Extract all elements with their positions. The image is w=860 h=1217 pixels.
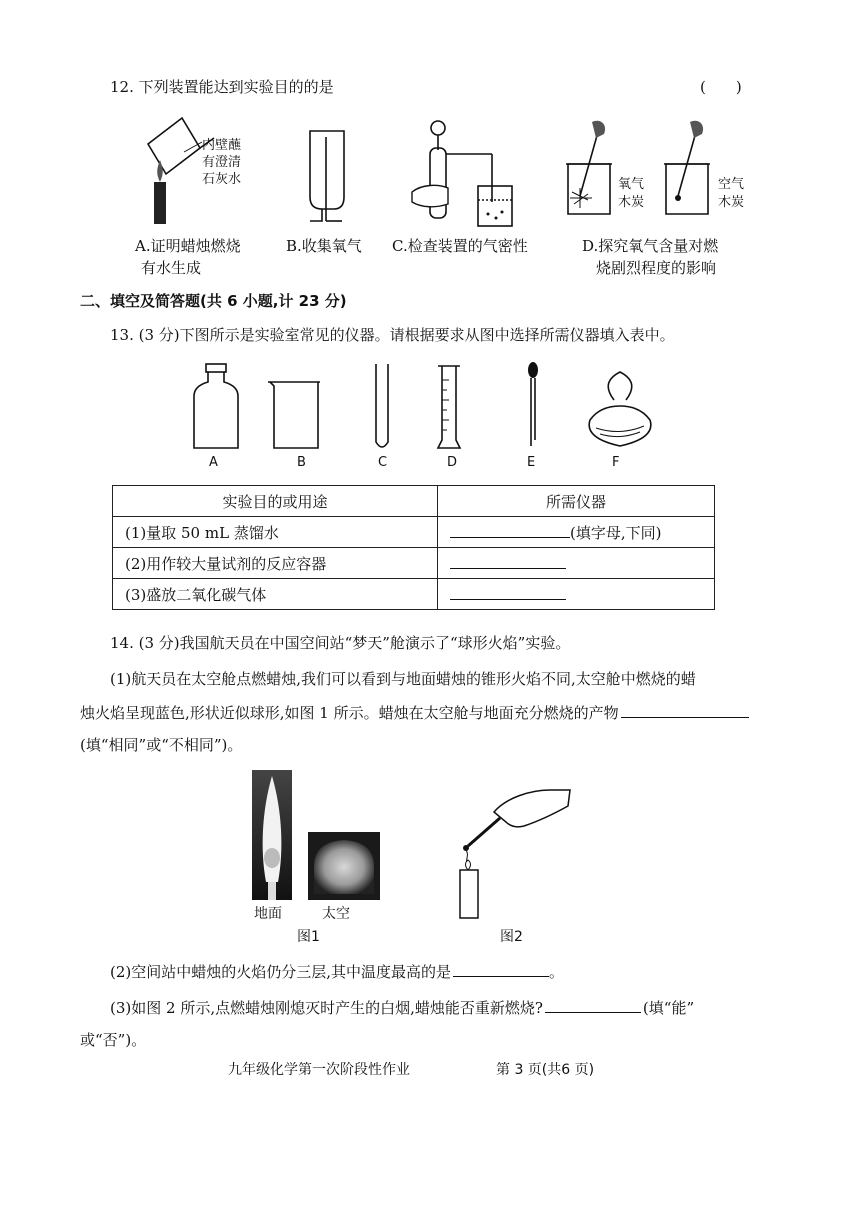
table-header-instrument: 所需仪器: [438, 486, 715, 517]
q12-figure-d: [562, 118, 732, 228]
table-cell-answer[interactable]: [438, 579, 715, 610]
q12-figure-a: [140, 112, 260, 227]
q12-label-d1: 氧气 木炭: [618, 177, 645, 210]
q14-p1-line1: (1)航天员在太空舱点燃蜡烛,我们可以看到与地面蜡烛的锥形火焰不同,太空舱中燃烧的蜡: [110, 670, 696, 688]
fig1-caption: 图1: [297, 929, 320, 945]
q14-p1-line3: (填“相同”或“不相同”)。: [80, 736, 243, 754]
q14-blank-1[interactable]: [621, 703, 749, 718]
q12-figure-c: [408, 118, 538, 233]
q14-p1-line2: 烛火焰呈现蓝色,形状近似球形,如图 1 所示。蜡烛在太空舱与地面充分燃烧的产物: [80, 703, 749, 723]
q14-p3-line1: (3)如图 2 所示,点燃蜡烛刚熄灭时产生的白烟,蜡烛能否重新燃烧? (填“能”: [110, 999, 695, 1017]
q12-stem: 12. 下列装置能达到实验目的的是: [110, 78, 334, 96]
instrument-label-b: B: [297, 455, 306, 470]
q12-option-c: C.检查装置的气密性: [392, 237, 528, 255]
q12-option-b: B.收集氧气: [286, 237, 362, 255]
q12-label-d2: 空气 木炭: [718, 177, 745, 210]
instrument-label-e: E: [527, 455, 536, 470]
q12-figure-b: [300, 125, 360, 235]
q12-label-a: 内壁蘸 有澄清 石灰水: [202, 138, 242, 187]
q14-p2: (2)空间站中蜡烛的火焰仍分三层,其中温度最高的是 。: [110, 963, 565, 981]
fig1-flame-photos: [252, 770, 392, 900]
footer-page-number: 第 3 页(共6 页): [496, 1062, 595, 1078]
table-cell-purpose: (3)盛放二氧化碳气体: [113, 579, 438, 610]
section-2-heading: 二、填空及简答题(共 6 小题,计 23 分): [80, 292, 347, 310]
instrument-label-a: A: [209, 455, 218, 470]
table-cell-answer[interactable]: [438, 548, 715, 579]
table-row: [113, 517, 715, 548]
q13-stem: 13. (3 分)下图所示是实验室常见的仪器。请根据要求从图中选择所需仪器填入表中。: [110, 326, 675, 344]
fig1-label-space: 太空: [322, 906, 350, 922]
q12-option-d: D.探究氧气含量对燃 烧剧烈程度的影响: [582, 237, 719, 277]
instrument-label-d: D: [447, 455, 458, 470]
q14-blank-3[interactable]: [545, 998, 641, 1013]
q13-instruments: [180, 360, 650, 460]
q14-p3-line2: 或“否”)。: [80, 1031, 147, 1049]
q14-stem: 14. (3 分)我国航天员在中国空间站“梦天”舱演示了“球形火焰”实验。: [110, 634, 571, 652]
q14-blank-2[interactable]: [453, 962, 549, 977]
q13-answer-table: [112, 485, 715, 610]
table-cell-purpose: (2)用作较大量试剂的反应容器: [113, 548, 438, 579]
table-row: [113, 548, 715, 579]
table-header-purpose: 实验目的或用途: [113, 486, 438, 517]
table-row: [113, 579, 715, 610]
table-cell-answer[interactable]: (填字母,下同): [438, 517, 715, 548]
instrument-label-f: F: [612, 455, 620, 470]
fig2-caption: 图2: [500, 929, 523, 945]
instrument-label-c: C: [378, 455, 388, 470]
fig1-label-ground: 地面: [254, 906, 282, 922]
table-cell-purpose: (1)量取 50 mL 蒸馏水: [113, 517, 438, 548]
footer-title: 九年级化学第一次阶段性作业: [228, 1062, 410, 1078]
fig2-relight-candle: [450, 776, 580, 926]
q12-answer-paren: ( ): [700, 78, 742, 96]
q12-option-a: A.证明蜡烛燃烧 有水生成: [135, 237, 241, 277]
